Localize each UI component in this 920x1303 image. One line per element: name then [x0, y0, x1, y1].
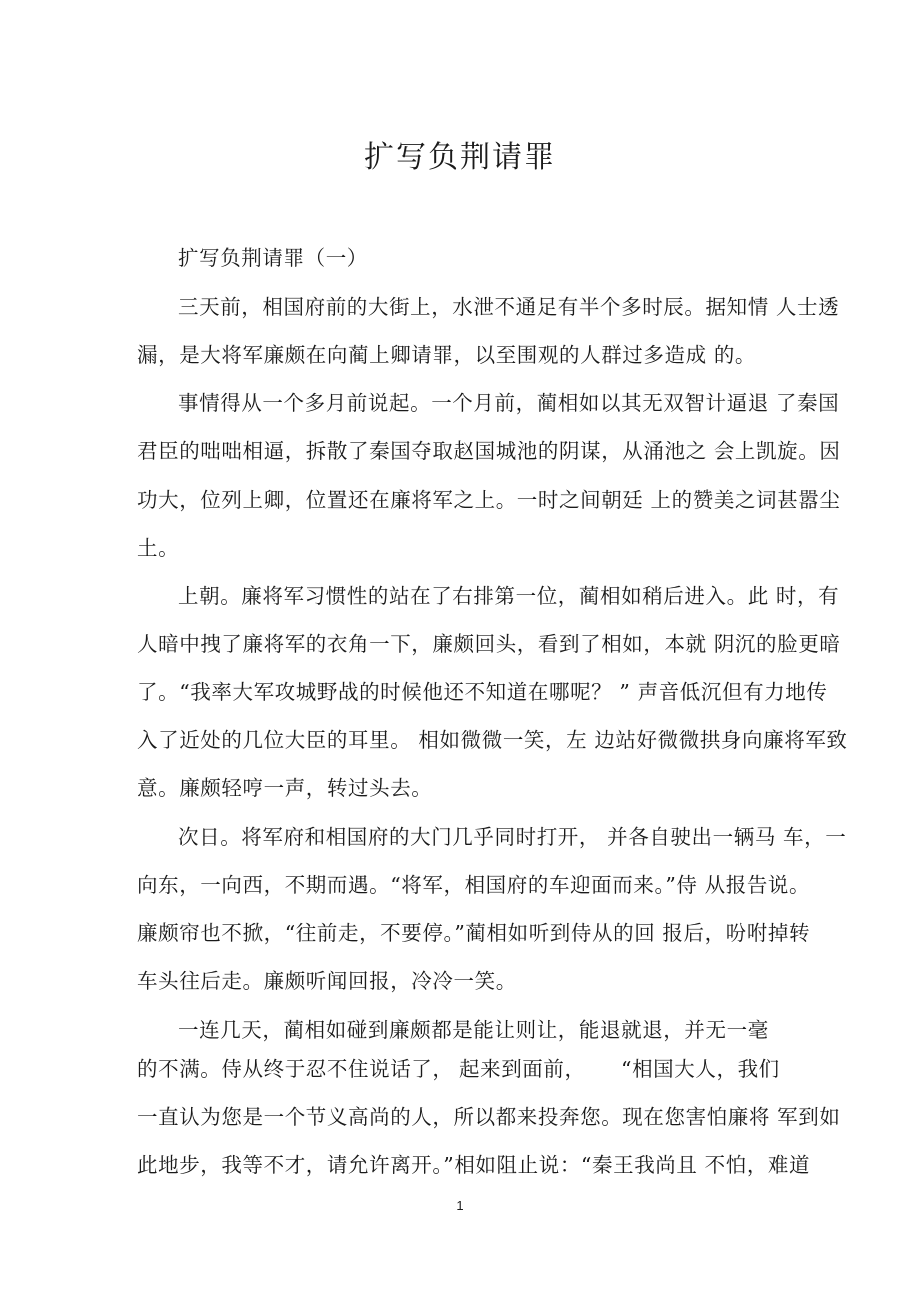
page-number: 1 [456, 1198, 464, 1213]
paragraph-line: 一连几天，蔺相如碰到廉颇都是能让则让，能退就退，并无一毫 [178, 1018, 769, 1042]
paragraph-line: 漏，是大将军廉颇在向蔺上卿请罪，以至围观的人群过多造成 的。 [137, 343, 757, 367]
paragraph-line: 土。 [137, 536, 180, 560]
paragraph-line: 向东，一向西，不期而遇。“将军，相国府的车迎面而来。”侍 从报告说。 [137, 873, 811, 897]
paragraph-line: 廉颇帘也不掀，“往前走，不要停。”蔺相如听到侍从的回 报后，吩咐掉转 [137, 921, 811, 945]
paragraph-line: “相国大人，我们 [621, 1057, 780, 1081]
paragraph-line: 君臣的咄咄相逼，拆散了秦国夺取赵国城池的阴谋，从涌池之 会上凯旋。因 [137, 439, 841, 463]
section-heading: 扩写负荆请罪（一） [178, 246, 368, 270]
paragraph-line: 了。“我率大军攻城野战的时候他还不知道在哪呢？ ” 声音低沉但有力地传 [137, 680, 828, 704]
paragraph-line: 人暗中拽了廉将军的衣角一下，廉颇回头，看到了相如，本就 阴沉的脸更暗 [137, 632, 841, 656]
paragraph-line: 此地步，我等不才，请允许离开。”相如阻止说：“秦王我尚且 不怕，难道 [137, 1153, 811, 1177]
document-title: 扩写负荆请罪 [364, 140, 556, 175]
paragraph-line: 意。廉颇轻哼一声，转过头去。 [137, 776, 433, 800]
paragraph-line: 上朝。廉将军习惯性的站在了右排第一位，蔺相如稍后进入。此 时，有 [178, 584, 840, 608]
paragraph-line: 一直认为您是一个节义高尚的人，所以都来投奔您。现在您害怕廉将 军到如 [137, 1105, 841, 1129]
paragraph-line: 的不满。侍从终于忍不住说话了， [137, 1057, 454, 1081]
paragraph-line: 入了近处的几位大臣的耳里。 相如微微一笑，左 边站好微微拱身向廉将军致 [137, 728, 848, 752]
paragraph-line: 事情得从一个多月前说起。一个月前，蔺相如以其无双智计逼退 了秦国 [178, 391, 840, 415]
paragraph-line: 次日。将军府和相国府的大门几乎同时打开， 并各自驶出一辆马 车，一 [178, 825, 847, 849]
paragraph-line: 功大，位列上卿，位置还在廉将军之上。一时之间朝廷 上的赞美之词甚嚣尘 [137, 488, 841, 512]
paragraph-line: 三天前，相国府前的大街上，水泄不通足有半个多时辰。据知情 人士透 [178, 295, 840, 319]
paragraph-line: 车头往后走。廉颇听闻回报，冷冷一笑。 [137, 969, 517, 993]
paragraph-line: 起来到面前， [459, 1057, 586, 1081]
